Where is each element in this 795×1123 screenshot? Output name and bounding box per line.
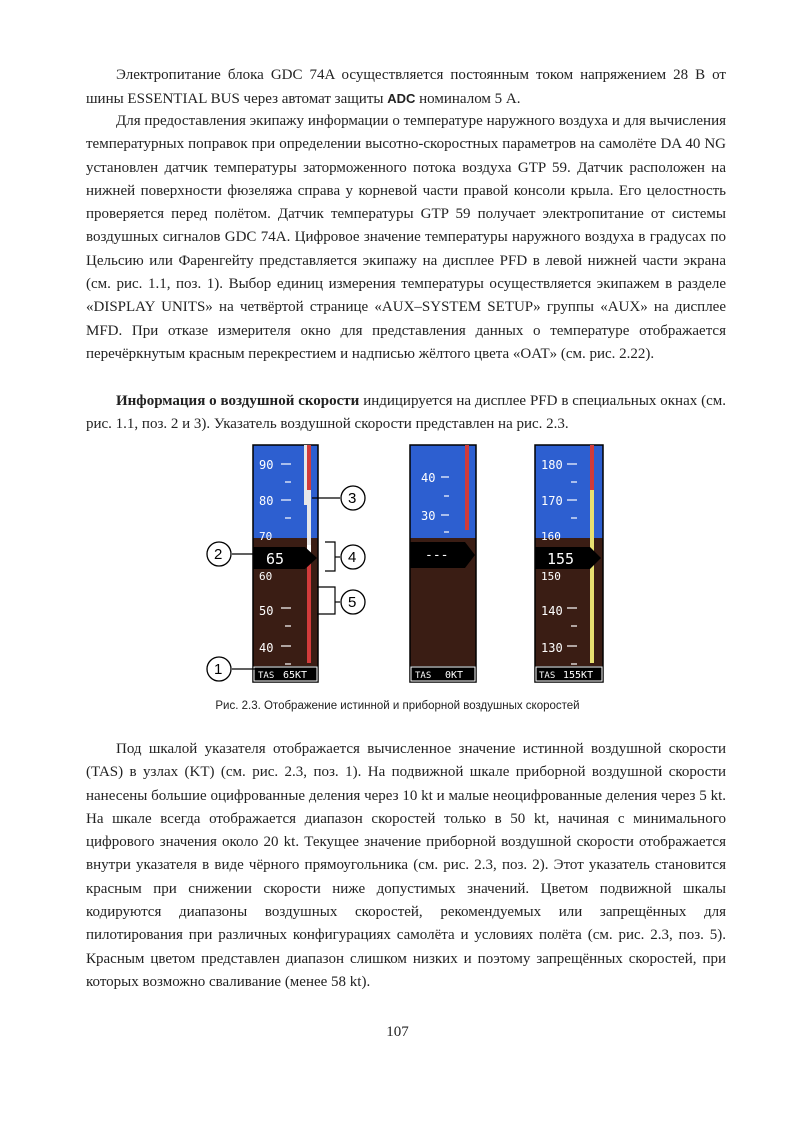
- paragraph-airspeed-scale: Под шкалой указателя отображается вычисленное значение истинной воздушной скорости (TAS) в узлах (KT) (см. рис. 2.3, поз. 1). На подвижной шкале приборной воздушной скорости нанесены большие оцифрованные деления через 10 kt и малые неоцифрованные деления через 5 kt. На шкале всегда отображается диапазон скоростей только в 50 kt, начиная с минимального цифрового значения около 20 kt. Текущее значение приборной воздушной скорости отображается внутри указателя в виде чёрного прямоугольника (см. рис. 2.3, поз. 2). Этот указатель становится красным при снижении скорости ниже допустимых значений. Цветом подвижной шкалы кодируются диапазоны воздушных скоростей, рекомендуемых или запрещённых для пилотирования при различных конфигурациях самолёта и условиях полёта (см. рис. 2.3, поз. 5). Красным цветом представлен диапазон слишком низких и поэтому запрещённых скоростей, при которых возможно сваливание (менее 58 kt).: [86, 741, 726, 990]
- callout-2: 2: [214, 546, 223, 563]
- paragraph-power: [86, 64, 726, 112]
- panel3-tick-130: 130: [541, 641, 563, 655]
- panel3-tick-160: 160: [541, 530, 561, 543]
- panel3-tick-180: 180: [541, 458, 563, 472]
- panel1-tick-80: 80: [259, 494, 274, 508]
- panel1-tick-60: 60: [259, 570, 273, 583]
- power-text-1: Электропитание блока GDC 74A осуществляется постоянным током напряжением 28 В от шины ESSENTIAL BUS через автомат защиты: [86, 67, 726, 108]
- panel3-current-speed: 155: [547, 550, 575, 568]
- airspeed-panel-2: [410, 445, 476, 682]
- adc-label: ADC: [387, 91, 416, 107]
- panel3-tick-170: 170: [541, 494, 563, 508]
- callout-4: 4: [348, 549, 357, 566]
- panel1-tick-50: 50: [259, 604, 274, 618]
- airspeed-bold: Информация о воздушной скорости: [116, 393, 360, 409]
- paragraph-temperature: Для предоставления экипажу информации о температуре наружного воздуха и для вычисления температурных поправок при определении высотно-скоростных параметров на самолёте DA 40 NG установлен датчик температуры заторможенного потока воздуха GTP 59. Датчик расположен на нижней поверхности фюзеляжа справа у корневой части правой консоли крыла. Его целостность проверяется перед полётом. Датчик температуры GTP 59 получает электропитание от системы воздушных сигналов GDC 74A. Цифровое значение температуры наружного воздуха в градусах по Цельсию или Фаренгейту представляется экипажу на дисплее PFD в левой нижней части экрана (см. рис. 1.1, поз. 1). Выбор единиц измерения температуры осуществляется экипажем в разделе «DISPLAY UNITS» на четвёртой странице «AUX–SYSTEM SETUP» группы «AUX» на дисплее MFD. При отказе измерителя окно для представления данных о температуре отображается перечёркнутым красным перекрестием и надписью жёлтого цвета «OAT» (см. рис. 2.22).: [86, 113, 726, 362]
- panel2-tas-label: TAS: [415, 671, 432, 681]
- airspeed-indicator-diagram: [195, 442, 615, 692]
- panel1-tas-label: TAS: [258, 671, 275, 681]
- panel3-tas-value: 155KT: [563, 670, 594, 681]
- panel1-tick-40: 40: [259, 641, 274, 655]
- paragraph-airspeed-intro: [86, 390, 726, 437]
- page-number: 107: [386, 1024, 409, 1040]
- callout-1: 1: [214, 661, 223, 678]
- panel3-tas-label: TAS: [539, 671, 556, 681]
- panel2-tick-40: 40: [421, 471, 436, 485]
- panel1-tas-value: 65KT: [283, 670, 308, 681]
- airspeed-intro-text: индицируется на дисплее PFD в специальных окнах (см. рис. 1.1, поз. 2 и 3). Указатель воздушной скорости представлен на рис. 2.3.: [86, 393, 726, 433]
- callout-5: 5: [348, 594, 357, 611]
- panel2-current-speed: ---: [425, 548, 449, 563]
- airspeed-panel-1: [253, 445, 318, 682]
- airspeed-panel-3: [535, 445, 603, 682]
- panel1-tick-70: 70: [259, 530, 273, 543]
- callout-3: 3: [348, 490, 357, 507]
- power-text-2: номиналом 5 А.: [415, 91, 521, 108]
- panel3-tick-150: 150: [541, 570, 561, 583]
- figure-caption: Рис. 2.3. Отображение истинной и приборной воздушных скоростей: [215, 700, 580, 712]
- panel2-tick-30: 30: [421, 509, 436, 523]
- panel2-tas-value: 0KT: [445, 670, 464, 681]
- panel1-tick-90: 90: [259, 458, 274, 472]
- panel1-current-speed: 65: [266, 550, 285, 568]
- airspeed-figure: [195, 442, 615, 692]
- panel3-tick-140: 140: [541, 604, 563, 618]
